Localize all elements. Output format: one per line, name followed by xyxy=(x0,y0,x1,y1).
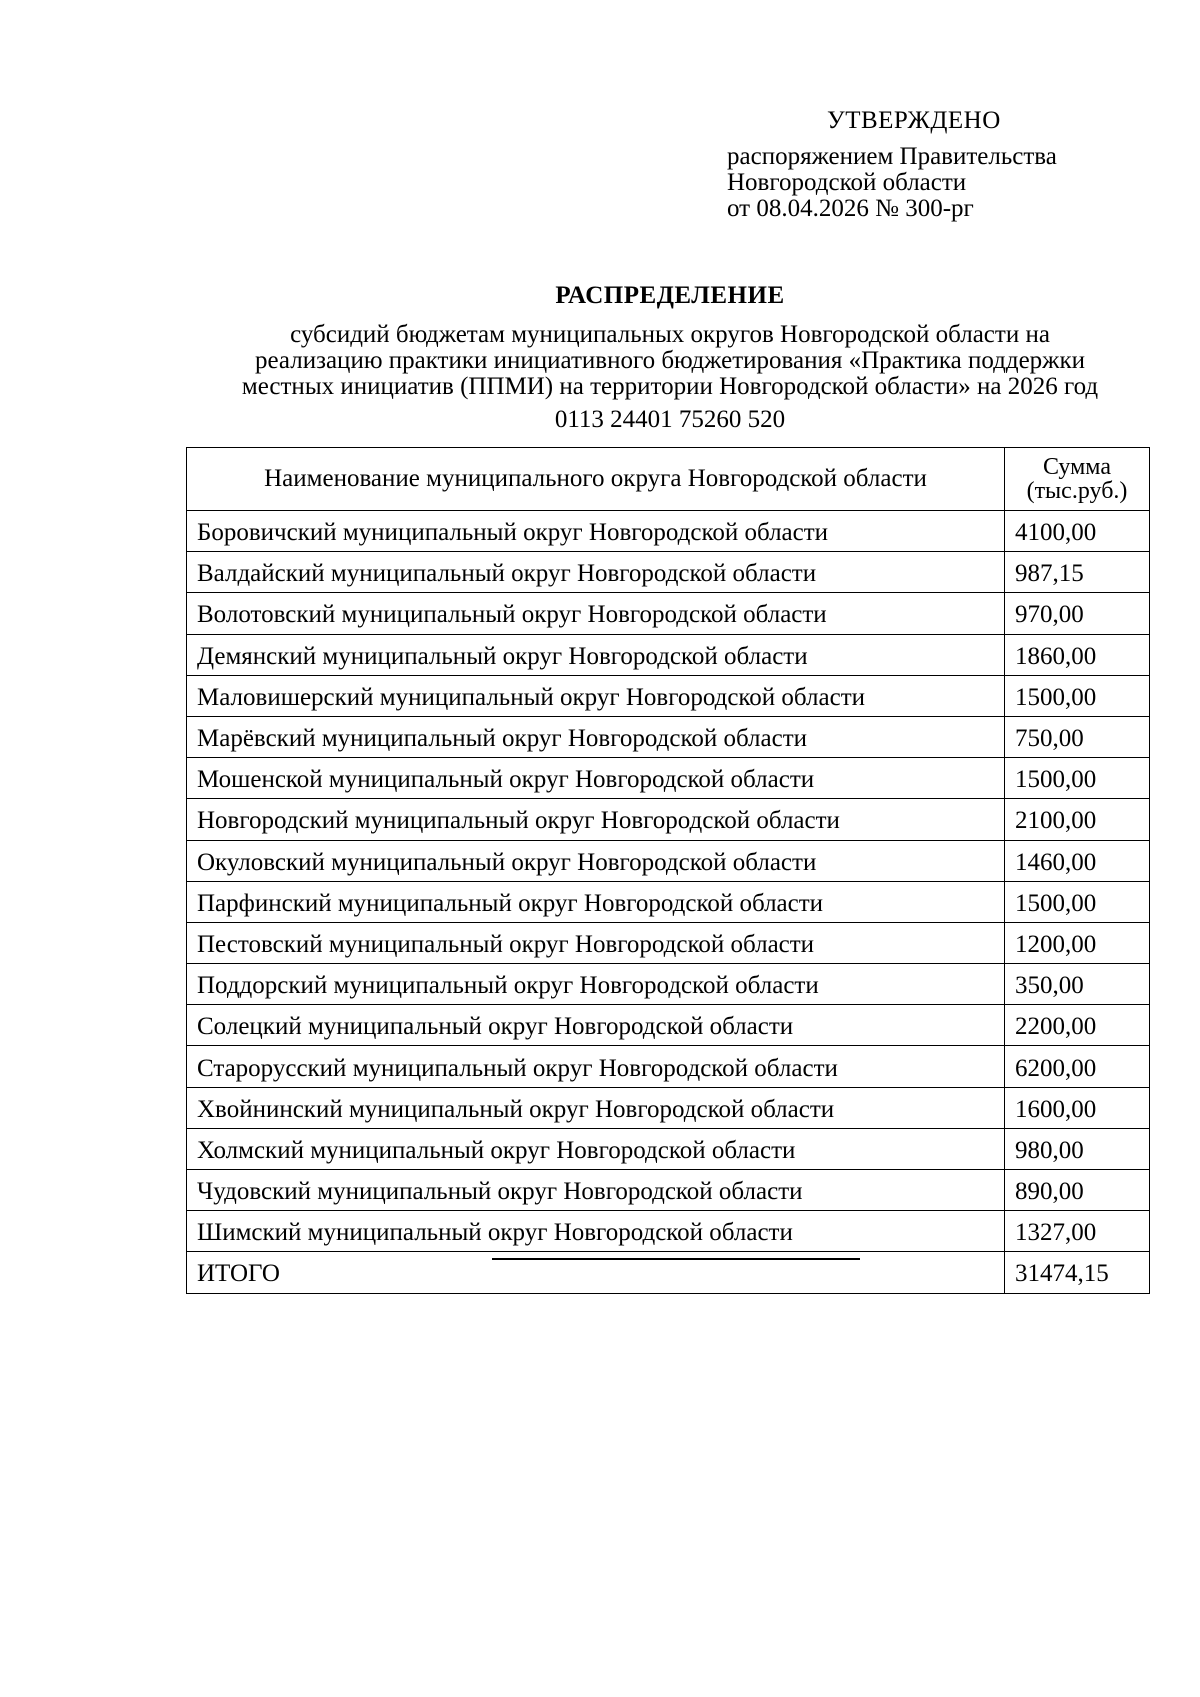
distribution-table xyxy=(186,447,1150,1294)
district-sum-cell: 4100,00 xyxy=(1005,511,1150,552)
district-name-cell: Окуловский муниципальный округ Новгородской области xyxy=(187,840,1005,881)
district-sum-cell: 6200,00 xyxy=(1005,1046,1150,1087)
district-name-cell: Пестовский муниципальный округ Новгородской области xyxy=(187,922,1005,963)
subtitle-line-3: местных инициатив (ППМИ) на территории Новгородской области» на 2026 год xyxy=(241,373,1099,400)
table-row xyxy=(187,758,1150,799)
total-sum-cell: 31474,15 xyxy=(1005,1252,1150,1293)
district-sum-cell: 1327,00 xyxy=(1005,1211,1150,1252)
district-name-cell: Волотовский муниципальный округ Новгородской области xyxy=(187,593,1005,634)
district-sum-cell: 1500,00 xyxy=(1005,881,1150,922)
district-sum-cell: 350,00 xyxy=(1005,964,1150,1005)
district-sum-cell: 1500,00 xyxy=(1005,675,1150,716)
column-header-name: Наименование муниципального округа Новгородской области xyxy=(187,448,1005,511)
district-name-cell: Поддорский муниципальный округ Новгородской области xyxy=(187,964,1005,1005)
district-sum-cell: 987,15 xyxy=(1005,552,1150,593)
closing-divider xyxy=(492,1258,860,1260)
district-name-cell: Парфинский муниципальный округ Новгородской области xyxy=(187,881,1005,922)
district-sum-cell: 1460,00 xyxy=(1005,840,1150,881)
table-row xyxy=(187,799,1150,840)
subtitle-line-2: реализацию практики инициативного бюджетирования «Практика поддержки xyxy=(255,347,1085,374)
table-row xyxy=(187,881,1150,922)
document-title: РАСПРЕДЕЛЕНИЕ xyxy=(555,282,785,309)
table-row xyxy=(187,1046,1150,1087)
table-row xyxy=(187,511,1150,552)
table-row xyxy=(187,1128,1150,1169)
table-row xyxy=(187,593,1150,634)
district-name-cell: Маловишерский муниципальный округ Новгородской области xyxy=(187,675,1005,716)
district-sum-cell: 970,00 xyxy=(1005,593,1150,634)
district-sum-cell: 980,00 xyxy=(1005,1128,1150,1169)
district-sum-cell: 2100,00 xyxy=(1005,799,1150,840)
table-row xyxy=(187,964,1150,1005)
district-name-cell: Холмский муниципальный округ Новгородской области xyxy=(187,1128,1005,1169)
district-name-cell: Старорусский муниципальный округ Новгородской области xyxy=(187,1046,1005,1087)
district-name-cell: Шимский муниципальный округ Новгородской области xyxy=(187,1211,1005,1252)
district-sum-cell: 1500,00 xyxy=(1005,758,1150,799)
table-row xyxy=(187,840,1150,881)
table-row xyxy=(187,634,1150,675)
subtitle-line-1: субсидий бюджетам муниципальных округов Новгородской области на xyxy=(290,321,1050,348)
district-sum-cell: 1860,00 xyxy=(1005,634,1150,675)
district-name-cell: Мошенской муниципальный округ Новгородской области xyxy=(187,758,1005,799)
approval-line-authority: распоряжением Правительства xyxy=(727,143,1057,170)
district-name-cell: Марёвский муниципальный округ Новгородской области xyxy=(187,716,1005,757)
district-name-cell: Новгородский муниципальный округ Новгородской области xyxy=(187,799,1005,840)
column-header-sum xyxy=(1005,448,1150,511)
approval-block xyxy=(727,108,1157,222)
approval-line-region: Новгородской области xyxy=(727,169,967,196)
district-name-cell: Боровичский муниципальный округ Новгородской области xyxy=(187,511,1005,552)
district-sum-cell: 1200,00 xyxy=(1005,922,1150,963)
district-name-cell: Демянский муниципальный округ Новгородской области xyxy=(187,634,1005,675)
table-row xyxy=(187,1087,1150,1128)
column-header-sum-title: Сумма xyxy=(1043,454,1111,480)
table-row xyxy=(187,922,1150,963)
district-name-cell: Хвойнинский муниципальный округ Новгородской области xyxy=(187,1087,1005,1128)
approval-line-date-number: от 08.04.2026 № 300-рг xyxy=(727,195,974,222)
table-header-row xyxy=(187,448,1150,511)
table-body xyxy=(187,511,1150,1294)
table-row xyxy=(187,1005,1150,1046)
table-row xyxy=(187,1211,1150,1252)
total-label-cell: ИТОГО xyxy=(187,1252,1005,1293)
table-row xyxy=(187,552,1150,593)
district-sum-cell: 2200,00 xyxy=(1005,1005,1150,1046)
district-sum-cell: 750,00 xyxy=(1005,716,1150,757)
district-sum-cell: 1600,00 xyxy=(1005,1087,1150,1128)
district-name-cell: Чудовский муниципальный округ Новгородской области xyxy=(187,1170,1005,1211)
table-row xyxy=(187,1170,1150,1211)
table-row xyxy=(187,675,1150,716)
column-header-sum-unit: (тыс.руб.) xyxy=(1026,478,1128,504)
document-subtitle xyxy=(190,322,1150,400)
district-name-cell: Валдайский муниципальный округ Новгородской области xyxy=(187,552,1005,593)
approval-stamp-title: УТВЕРЖДЕНО xyxy=(827,107,1001,134)
table-row xyxy=(187,716,1150,757)
district-sum-cell: 890,00 xyxy=(1005,1170,1150,1211)
district-name-cell: Солецкий муниципальный округ Новгородской области xyxy=(187,1005,1005,1046)
budget-classification-code: 0113 24401 75260 520 xyxy=(554,406,786,433)
